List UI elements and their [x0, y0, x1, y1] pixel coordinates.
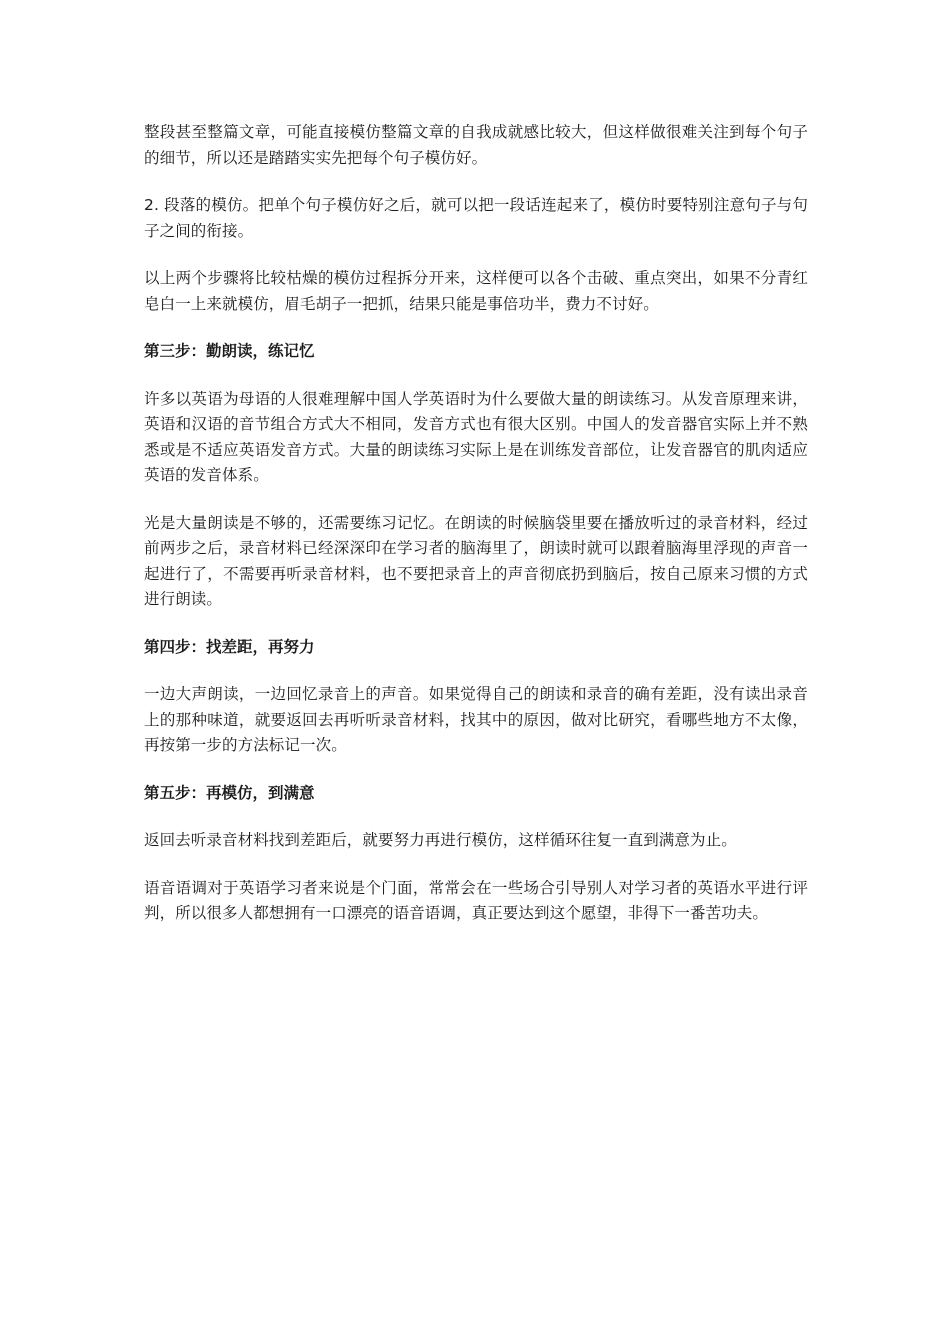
section-heading: 第三步：勤朗读，练记忆	[144, 342, 315, 360]
section-heading: 第四步：找差距，再努力	[144, 637, 315, 656]
paragraph: 一边大声朗读，一边回忆录音上的声音。如果觉得自己的朗读和录音的确有差距，没有读出录音上的那种味道，就要返回去再听听录音材料，找其中的原因，做对比研究，看哪些地方不太像，再按第一步的方法标记一次。	[144, 685, 808, 754]
paragraph: 语音语调对于英语学习者来说是个门面，常常会在一些场合引导别人对学习者的英语水平进行评判，所以很多人都想拥有一口漂亮的语音语调，真正要达到这个愿望，非得下一番苦功夫。	[144, 878, 808, 922]
paragraph: 2. 段落的模仿。把单个句子模仿好之后，就可以把一段话连起来了，模仿时要特别注意句子与句子之间的衔接。	[144, 196, 808, 240]
paragraph: 返回去听录音材料找到差距后，就要努力再进行模仿，这样循环往复一直到满意为止。	[144, 831, 737, 849]
paragraph: 许多以英语为母语的人很难理解中国人学英语时为什么要做大量的朗读练习。从发音原理来讲，英语和汉语的音节组合方式大不相同，发音方式也有很大区别。中国人的发音器官实际上并不熟悉或是不适应英语发音方式。大量的朗读练习实际上是在训练发音部位，让发音器官的肌肉适应英语的发音体系。	[144, 389, 808, 484]
paragraph: 整段甚至整篇文章，可能直接模仿整篇文章的自我成就感比较大，但这样做很难关注到每个句子的细节，所以还是踏踏实实先把每个句子模仿好。	[144, 123, 808, 167]
section-heading: 第五步：再模仿，到满意	[144, 783, 315, 802]
paragraph: 以上两个步骤将比较枯燥的模仿过程拆分开来，这样便可以各个击破、重点突出，如果不分青红皂白一上来就模仿，眉毛胡子一把抓，结果只能是事倍功半，费力不讨好。	[144, 269, 808, 313]
document-page	[144, 120, 808, 949]
paragraph: 光是大量朗读是不够的，还需要练习记忆。在朗读的时候脑袋里要在播放听过的录音材料，经过前两步之后，录音材料已经深深印在学习者的脑海里了，朗读时就可以跟着脑海里浮现的声音一起进行了，不需要再听录音材料，也不要把录音上的声音彻底扔到脑后，按自己原来习惯的方式进行朗读。	[144, 513, 808, 608]
